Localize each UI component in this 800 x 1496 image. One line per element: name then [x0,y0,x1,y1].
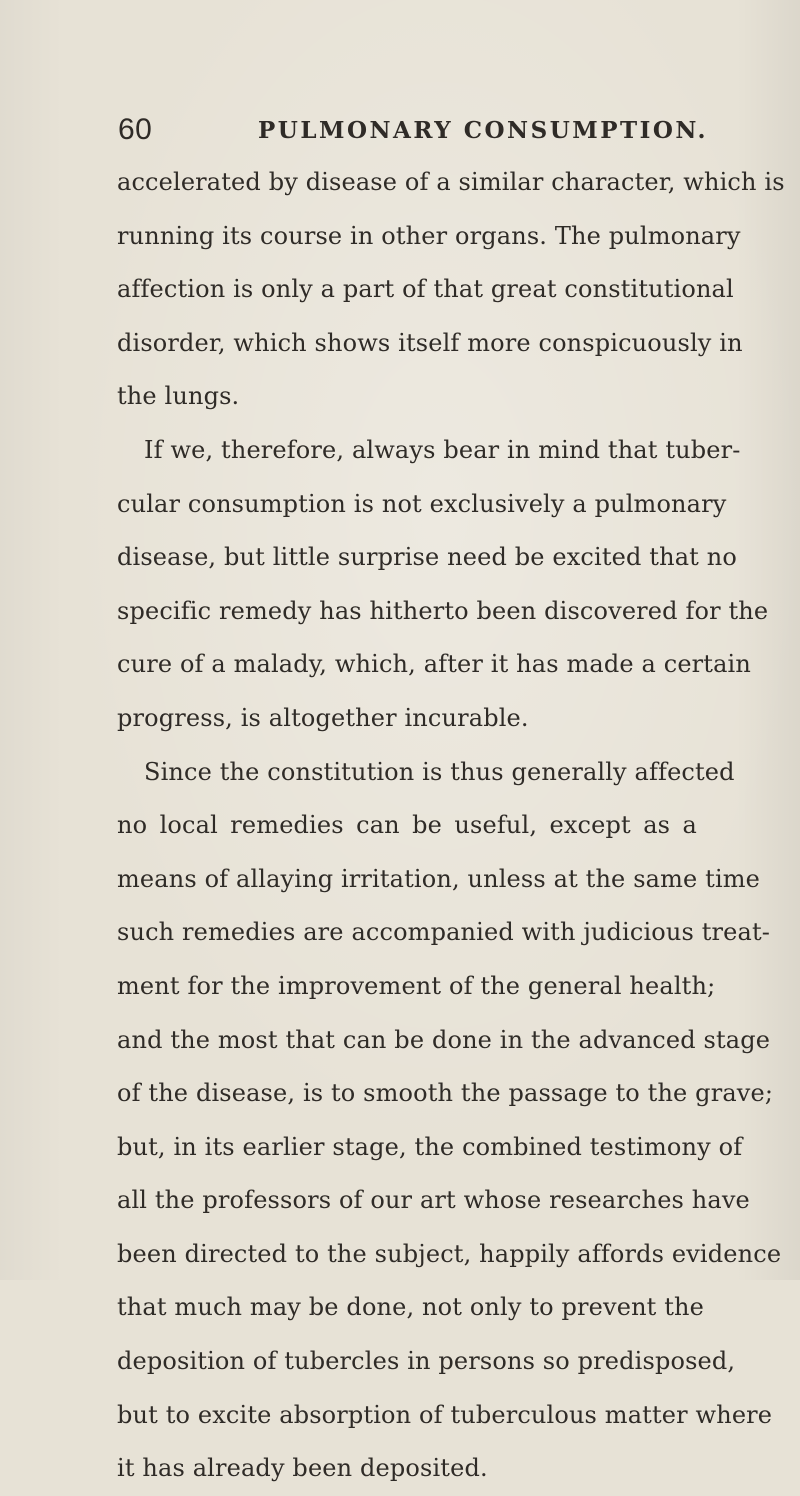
text-line: disorder, which shows itself more conspicuously in [117,328,743,357]
text-line: but to excite absorption of tuberculous matter where [117,1400,773,1429]
paragraph-start-line: Since the constitution is thus generally affected [144,757,735,786]
text-line: been directed to the subject, happily affords evidence [117,1239,782,1268]
text-line: specific remedy has hitherto been discovered for the [117,596,769,625]
text-line: deposition of tubercles in persons so predisposed, [117,1347,736,1376]
body-text [117,156,785,1496]
text-line: means of allaying irritation, unless at the same time [117,864,761,893]
text-line: ment for the improvement of the general health; [117,971,716,1000]
text-line: all the professors of our art whose researches have [117,1186,750,1215]
text-line: running its course in other organs. The pulmonary [117,221,741,250]
paragraph-start-line: If we, therefore, always bear in mind that tuber- [144,435,741,464]
page-header [0,112,800,152]
text-line: affection is only a part of that great constitutional [117,275,734,304]
text-line: no local remedies can be useful, except as a [117,811,697,840]
text-line: such remedies are accompanied with judicious treat- [117,918,771,947]
text-line: cure of a malady, which, after it has made a certain [117,650,751,679]
paragraph-end-line: progress, is altogether incurable. [117,703,529,732]
text-line: but, in its earlier stage, the combined testimony of [117,1132,743,1161]
text-line: and the most that can be done in the advanced stage [117,1025,771,1054]
running-head: PULMONARY CONSUMPTION. [258,117,708,144]
paragraph-end-line: it has already been deposited. [117,1454,488,1483]
text-line: that much may be done, not only to prevent the [117,1293,705,1322]
text-line: cular consumption is not exclusively a pulmonary [117,489,727,518]
page-number: 60 [118,113,153,146]
text-line: disease, but little surprise need be excited that no [117,543,737,572]
text-line: accelerated by disease of a similar character, which is [117,168,785,196]
paragraph-end-line: the lungs. [117,382,240,411]
text-line: of the disease, is to smooth the passage to the grave; [117,1079,774,1108]
